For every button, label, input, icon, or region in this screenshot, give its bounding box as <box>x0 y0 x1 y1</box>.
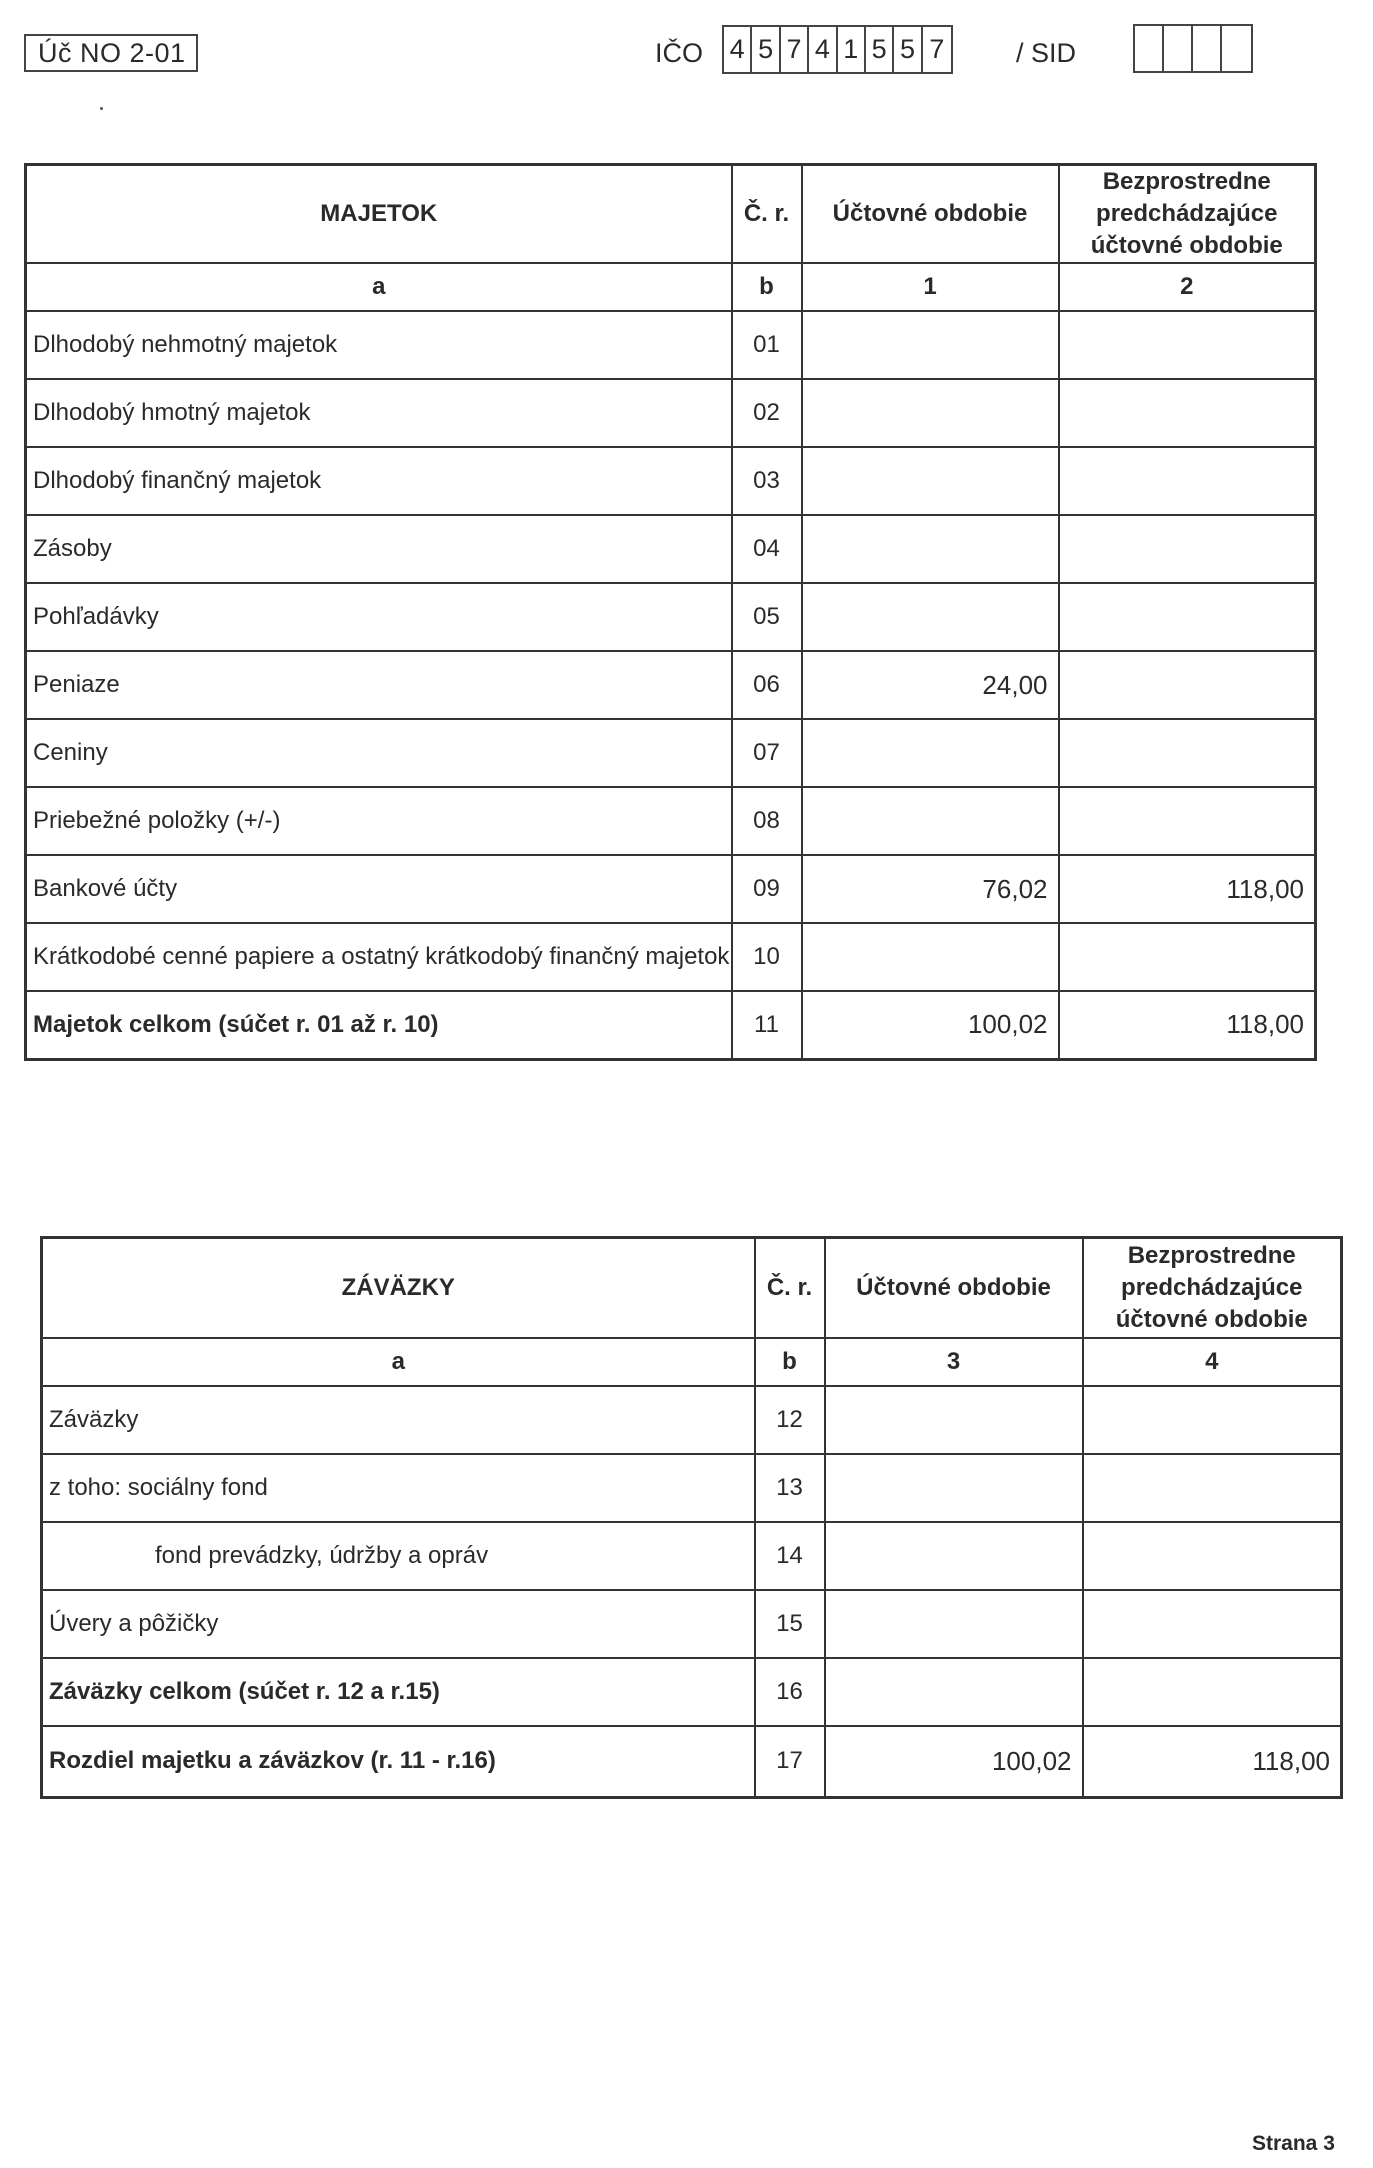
row-label: Bankové účty <box>26 855 732 923</box>
row-number: 10 <box>732 923 802 991</box>
table-row <box>26 855 1316 923</box>
current-value[interactable]: 100,02 <box>825 1726 1083 1798</box>
ico-digit[interactable]: 4 <box>809 27 837 72</box>
column-header-title: ZÁVÄZKY <box>42 1238 755 1338</box>
table-row <box>26 787 1316 855</box>
page-number: Strana 3 <box>1252 2132 1335 2155</box>
previous-value[interactable] <box>1059 923 1316 991</box>
column-header-previous: Bezprostredne predchádzajúce účtovné obdobie <box>1083 1238 1342 1338</box>
previous-value[interactable] <box>1083 1386 1342 1454</box>
ico-digit[interactable]: 5 <box>894 27 922 72</box>
current-value[interactable] <box>825 1658 1083 1726</box>
row-number: 04 <box>732 515 802 583</box>
row-number: 12 <box>755 1386 825 1454</box>
table-row <box>26 651 1316 719</box>
total-row <box>26 991 1316 1059</box>
previous-value[interactable] <box>1059 719 1316 787</box>
row-number: 16 <box>755 1658 825 1726</box>
row-number: 02 <box>732 379 802 447</box>
column-header-current: Účtovné obdobie <box>802 165 1059 264</box>
row-number: 11 <box>732 991 802 1059</box>
column-header-current: Účtovné obdobie <box>825 1238 1083 1338</box>
current-value[interactable] <box>802 583 1059 651</box>
table-row <box>26 515 1316 583</box>
previous-value[interactable] <box>1059 651 1316 719</box>
sid-digit[interactable] <box>1222 26 1251 71</box>
index-cell: 1 <box>802 263 1059 311</box>
ico-label: IČO <box>655 38 704 68</box>
sid-field[interactable] <box>1133 24 1253 73</box>
row-label: Záväzky celkom (súčet r. 12 a r.15) <box>42 1658 755 1726</box>
row-label: Peniaze <box>26 651 732 719</box>
sid-digit[interactable] <box>1135 26 1164 71</box>
ico-digit[interactable]: 7 <box>781 27 809 72</box>
row-label: Dlhodobý nehmotný majetok <box>26 311 732 379</box>
total-row <box>42 1726 1342 1798</box>
row-number: 06 <box>732 651 802 719</box>
current-value[interactable] <box>825 1386 1083 1454</box>
previous-value[interactable]: 118,00 <box>1059 991 1316 1059</box>
index-cell: a <box>26 263 732 311</box>
ico-digit[interactable]: 7 <box>929 34 945 64</box>
previous-value[interactable] <box>1083 1658 1342 1726</box>
table-row <box>42 1590 1342 1658</box>
previous-value[interactable] <box>1059 583 1316 651</box>
current-value[interactable] <box>825 1454 1083 1522</box>
current-value[interactable] <box>802 379 1059 447</box>
index-cell: a <box>42 1338 755 1386</box>
current-value[interactable] <box>825 1590 1083 1658</box>
column-header-title: MAJETOK <box>26 165 732 264</box>
index-row <box>42 1338 1342 1386</box>
table-row <box>26 379 1316 447</box>
previous-value[interactable]: 118,00 <box>1059 855 1316 923</box>
row-number: 01 <box>732 311 802 379</box>
ico-digit[interactable]: 5 <box>752 27 780 72</box>
row-number: 17 <box>755 1726 825 1798</box>
current-value[interactable] <box>802 719 1059 787</box>
table-row <box>42 1386 1342 1454</box>
ico-digit[interactable]: 1 <box>838 27 866 72</box>
ico-field[interactable] <box>722 25 953 74</box>
row-label: z toho: sociálny fond <box>42 1454 755 1522</box>
table-row <box>26 923 1316 991</box>
index-cell: b <box>755 1338 825 1386</box>
row-number: 14 <box>755 1522 825 1590</box>
previous-value[interactable] <box>1083 1522 1342 1590</box>
previous-value[interactable]: 118,00 <box>1083 1726 1342 1798</box>
row-label: fond prevádzky, údržby a opráv <box>42 1522 755 1590</box>
previous-value[interactable] <box>1083 1590 1342 1658</box>
row-number: 13 <box>755 1454 825 1522</box>
row-label: Majetok celkom (súčet r. 01 až r. 10) <box>26 991 732 1059</box>
row-label: Ceniny <box>26 719 732 787</box>
column-header-previous: Bezprostredne predchádzajúce účtovné obdobie <box>1059 165 1316 264</box>
current-value[interactable] <box>802 923 1059 991</box>
row-number: 05 <box>732 583 802 651</box>
table-row <box>26 719 1316 787</box>
table-row <box>26 583 1316 651</box>
index-cell: 4 <box>1083 1338 1342 1386</box>
sid-label: / SID <box>1016 38 1077 68</box>
column-header-row-no: Č. r. <box>755 1238 825 1338</box>
row-label: Zásoby <box>26 515 732 583</box>
ico-digit[interactable]: 4 <box>724 27 752 72</box>
current-value[interactable]: 76,02 <box>802 855 1059 923</box>
previous-value[interactable] <box>1059 787 1316 855</box>
row-label: Krátkodobé cenné papiere a ostatný krátkodobý finančný majetok <box>26 923 732 991</box>
index-cell: 3 <box>825 1338 1083 1386</box>
previous-value[interactable] <box>1059 311 1316 379</box>
table-row <box>42 1454 1342 1522</box>
previous-value[interactable] <box>1059 379 1316 447</box>
table-row <box>26 447 1316 515</box>
index-cell: b <box>732 263 802 311</box>
current-value[interactable] <box>802 311 1059 379</box>
row-label: Priebežné položky (+/-) <box>26 787 732 855</box>
assets-table <box>24 163 1317 1061</box>
row-label: Pohľadávky <box>26 583 732 651</box>
row-label: Rozdiel majetku a záväzkov (r. 11 - r.16) <box>42 1726 755 1798</box>
row-number: 07 <box>732 719 802 787</box>
ico-digit[interactable]: 5 <box>866 27 894 72</box>
total-row <box>42 1658 1342 1726</box>
row-label: Úvery a pôžičky <box>42 1590 755 1658</box>
index-cell: 2 <box>1059 263 1316 311</box>
scan-speck <box>100 107 103 110</box>
row-number: 03 <box>732 447 802 515</box>
column-header-row-no: Č. r. <box>732 165 802 264</box>
table-row <box>26 311 1316 379</box>
row-number: 08 <box>732 787 802 855</box>
previous-value[interactable] <box>1059 447 1316 515</box>
current-value[interactable] <box>802 447 1059 515</box>
row-number: 15 <box>755 1590 825 1658</box>
row-label: Dlhodobý hmotný majetok <box>26 379 732 447</box>
liabilities-table <box>40 1236 1343 1799</box>
form-code: Úč NO 2-01 <box>24 34 198 72</box>
current-value[interactable]: 100,02 <box>802 991 1059 1059</box>
table-header-row <box>26 165 1316 264</box>
row-label: Dlhodobý finančný majetok <box>26 447 732 515</box>
row-number: 09 <box>732 855 802 923</box>
index-row <box>26 263 1316 311</box>
row-label: Záväzky <box>42 1386 755 1454</box>
sid-digit[interactable] <box>1193 26 1222 71</box>
sid-digit[interactable] <box>1164 26 1193 71</box>
table-row <box>42 1522 1342 1590</box>
current-value[interactable] <box>802 515 1059 583</box>
current-value[interactable] <box>802 787 1059 855</box>
previous-value[interactable] <box>1083 1454 1342 1522</box>
current-value[interactable] <box>825 1522 1083 1590</box>
table-header-row <box>42 1238 1342 1338</box>
current-value[interactable]: 24,00 <box>802 651 1059 719</box>
previous-value[interactable] <box>1059 515 1316 583</box>
